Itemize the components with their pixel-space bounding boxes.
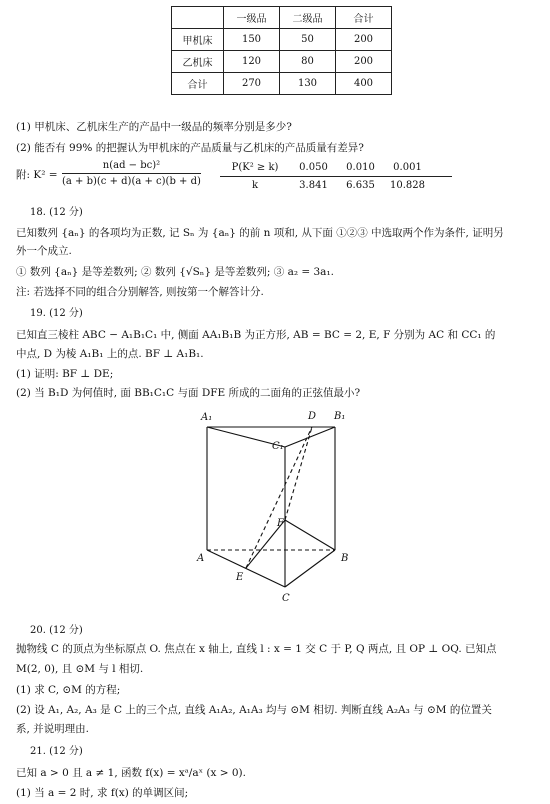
divider — [220, 176, 452, 177]
prism-svg — [195, 405, 365, 605]
kt-cell: 0.050 — [299, 162, 328, 173]
table-cell: 120 — [224, 51, 280, 73]
table-cell: 270 — [224, 73, 280, 95]
kt-cell: 0.010 — [346, 162, 375, 173]
q18-note: 注: 若选择不同的组合分别解答, 则按第一个解答计分. — [16, 286, 264, 298]
q19-part1: (1) 证明: BF ⊥ DE; — [16, 368, 114, 380]
table-cell: 合计 — [336, 7, 392, 29]
critical-value-table — [220, 162, 452, 191]
q20-line: 系, 并说明理由. — [16, 723, 90, 735]
vertex-label: E — [236, 572, 244, 583]
formula-numerator: n(ad − bc)² — [62, 160, 201, 174]
q20-part1: (1) 求 C, ⊙M 的方程; — [16, 684, 121, 696]
q18-line: 外一个成立. — [16, 245, 72, 257]
formula-denominator: (a + b)(c + d)(a + c)(b + d) — [62, 176, 201, 187]
frequency-table — [171, 6, 392, 95]
table-cell: 200 — [336, 51, 392, 73]
q20-heading: 20. (12 分) — [30, 625, 83, 636]
table-row — [172, 29, 392, 51]
kt-cell: 10.828 — [390, 180, 425, 191]
table-cell: 一级品 — [224, 7, 280, 29]
kt-cell: 3.841 — [299, 180, 328, 191]
critical-value-row — [220, 180, 452, 191]
chi-square-formula — [62, 160, 201, 187]
q18-line: 已知数列 {aₙ} 的各项均为正数, 记 Sₙ 为 {aₙ} 的前 n 项和, 从下面 ①②③ 中选取两个作为条件, 证明另 — [16, 227, 504, 239]
kt-cell: k — [251, 180, 259, 191]
table-cell: 130 — [280, 73, 336, 95]
vertex-label: C₁ — [272, 441, 284, 452]
q19-line: 中点, D 为棱 A₁B₁ 上的点. BF ⊥ A₁B₁. — [16, 348, 204, 360]
table-cell: 二级品 — [280, 7, 336, 29]
vertex-label: D — [308, 411, 317, 422]
q20-line: M(2, 0), 且 ⊙M 与 l 相切. — [16, 663, 144, 675]
kt-cell: 0.001 — [393, 162, 422, 173]
vertex-label: B₁ — [334, 411, 346, 422]
q21-heading: 21. (12 分) — [30, 746, 83, 757]
table-cell: 150 — [224, 29, 280, 51]
q17-part1: (1) 甲机床、乙机床生产的产品中一级品的频率分别是多少? — [16, 121, 292, 133]
q19-heading: 19. (12 分) — [30, 308, 83, 319]
table-cell: 甲机床 — [172, 29, 224, 51]
prism-figure — [195, 405, 365, 608]
q21-part1: (1) 当 a = 2 时, 求 f(x) 的单调区间; — [16, 787, 189, 799]
vertex-label: B — [341, 553, 349, 564]
table-header-row — [172, 7, 392, 29]
q17-part2: (2) 能否有 99% 的把握认为甲机床的产品质量与乙机床的产品质量有差异? — [16, 142, 364, 154]
table-cell: 乙机床 — [172, 51, 224, 73]
vertex-label: A — [197, 553, 205, 564]
q19-line: 已知直三棱柱 ABC − A₁B₁C₁ 中, 侧面 AA₁B₁B 为正方形, AB = BC = 2, E, F 分别为 AC 和 CC₁ 的 — [16, 329, 496, 341]
vertex-label: A₁ — [201, 412, 213, 423]
table-cell — [172, 7, 224, 29]
kt-cell: P(K² ≥ k) — [231, 162, 279, 173]
table-cell: 80 — [280, 51, 336, 73]
vertex-label: F — [277, 518, 284, 529]
table-cell: 50 — [280, 29, 336, 51]
q18-condition: ① 数列 {aₙ} 是等差数列; ② 数列 {√Sₙ} 是等差数列; ③ a₂ = 3a₁. — [16, 266, 334, 278]
critical-value-header — [220, 162, 452, 173]
appendix-label: 附: K² = — [16, 169, 58, 181]
q21-line: 已知 a > 0 且 a ≠ 1, 函数 f(x) = xᵃ/aˣ (x > 0). — [16, 767, 246, 779]
table-row — [172, 51, 392, 73]
q18-heading: 18. (12 分) — [30, 207, 83, 218]
table-cell: 400 — [336, 73, 392, 95]
table-cell: 合计 — [172, 73, 224, 95]
table-cell: 200 — [336, 29, 392, 51]
q20-part2: (2) 设 A₁, A₂, A₃ 是 C 上的三个点, 直线 A₁A₂, A₁A₃ 均与 ⊙M 相切. 判断直线 A₂A₃ 与 ⊙M 的位置关 — [16, 704, 492, 716]
q20-line: 抛物线 C 的顶点为坐标原点 O. 焦点在 x 轴上, 直线 l : x = 1 交 C 于 P, Q 两点, 且 OP ⊥ OQ. 已知点 — [16, 643, 497, 655]
kt-cell: 6.635 — [346, 180, 375, 191]
q19-part2: (2) 当 B₁D 为何值时, 面 BB₁C₁C 与面 DFE 所成的二面角的正弦值最小? — [16, 387, 361, 399]
vertex-label: C — [282, 593, 290, 604]
table-row — [172, 73, 392, 95]
